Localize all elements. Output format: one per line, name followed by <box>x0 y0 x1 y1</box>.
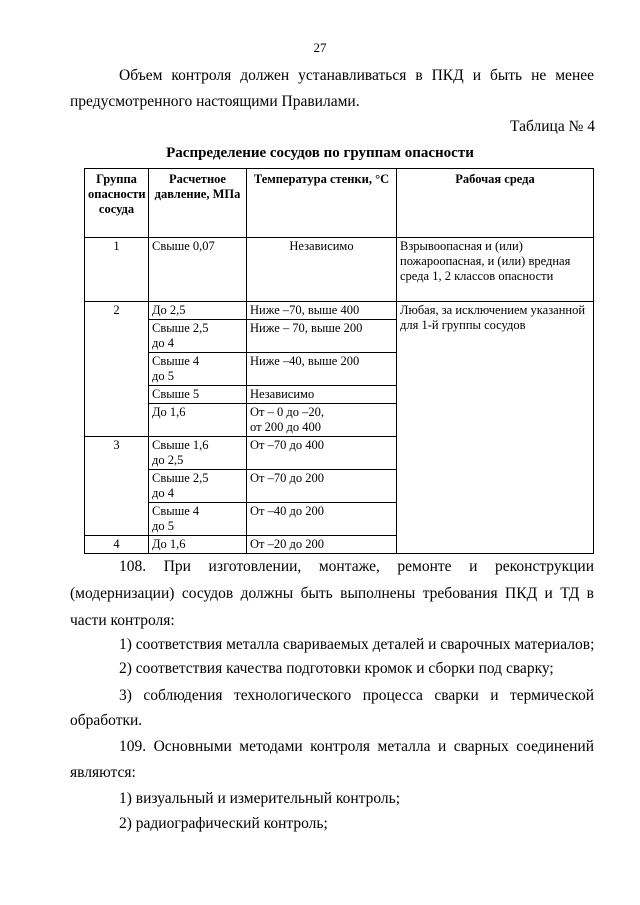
para-109-item-1: 1) визуальный и измерительный контроль; <box>119 790 401 807</box>
header-temperature: Температура стенки, °С <box>247 169 397 238</box>
cell-temperature: От –40 до 200 <box>247 503 397 536</box>
cell-group-4: 4 <box>85 536 149 554</box>
cell-pressure: Свыше 4 до 5 <box>149 503 247 536</box>
cell-temperature: Ниже –70, выше 400 <box>247 302 397 320</box>
cell-pressure: Свыше 4 до 5 <box>149 353 247 386</box>
para-108-line-3: части контроля: <box>70 612 175 629</box>
cell-temperature: Ниже –40, выше 200 <box>247 353 397 386</box>
para-108-line-1: 108. При изготовлении, монтаже, ремонте и реконструкции <box>119 558 594 575</box>
cell-temperature: От –70 до 200 <box>247 470 397 503</box>
cell-group-2: 2 <box>85 302 149 437</box>
cell-temperature: От – 0 до –20, от 200 до 400 <box>247 404 397 437</box>
cell-pressure: Свыше 0,07 <box>149 238 247 302</box>
intro-line-2: предусмотренного настоящими Правилами. <box>70 93 360 110</box>
cell-pressure: До 1,6 <box>149 536 247 554</box>
cell-group-1: 1 <box>85 238 149 302</box>
cell-pressure: До 1,6 <box>149 404 247 437</box>
para-109-line-1: 109. Основными методами контроля металла и сварных соединений <box>119 738 594 755</box>
para-108-line-2: (модернизации) сосудов должны быть выполнены требования ПКД и ТД в <box>70 585 594 602</box>
table-header-row <box>85 169 594 238</box>
para-109-line-2: являются: <box>70 764 136 781</box>
cell-pressure: Свыше 2,5 до 4 <box>149 470 247 503</box>
table-row-group-2 <box>85 302 594 320</box>
cell-temperature: Независимо <box>247 386 397 404</box>
cell-temperature: От –20 до 200 <box>247 536 397 554</box>
header-medium: Рабочая среда <box>397 169 594 238</box>
table-number: Таблица № 4 <box>510 118 595 135</box>
cell-medium-group-1: Взрывоопасная и (или) пожароопасная, и (или) вредная среда 1, 2 классов опасности <box>397 238 594 302</box>
cell-temperature: От –70 до 400 <box>247 437 397 470</box>
header-group: Группа опасности сосуда <box>85 169 149 238</box>
cell-temperature: Ниже – 70, выше 200 <box>247 320 397 353</box>
para-108-item-3-line-2: обработки. <box>70 712 143 729</box>
para-108-item-2: 2) соответствия качества подготовки кромок и сборки под сварку; <box>119 660 554 677</box>
header-pressure: Расчетное давление, МПа <box>149 169 247 238</box>
cell-medium-groups-2-4: Любая, за исключением указанной для 1-й группы сосудов <box>397 302 594 554</box>
cell-pressure: Свыше 2,5 до 4 <box>149 320 247 353</box>
table-title: Распределение сосудов по группам опасности <box>166 145 474 161</box>
para-108-item-3-line-1: 3) соблюдения технологического процесса сварки и термической <box>119 687 594 704</box>
hazard-group-table <box>84 168 594 554</box>
table-row-group-1 <box>85 238 594 302</box>
para-109-item-2: 2) радиографический контроль; <box>119 815 328 832</box>
page-number: 27 <box>313 40 327 55</box>
cell-group-3: 3 <box>85 437 149 536</box>
cell-temperature: Независимо <box>247 238 397 302</box>
cell-pressure: Свыше 5 <box>149 386 247 404</box>
cell-pressure: До 2,5 <box>149 302 247 320</box>
intro-line-1: Объем контроля должен устанавливаться в ПКД и быть не менее <box>119 67 594 84</box>
cell-pressure: Свыше 1,6 до 2,5 <box>149 437 247 470</box>
para-108-item-1: 1) соответствия металла свариваемых деталей и сварочных материалов; <box>119 636 595 653</box>
